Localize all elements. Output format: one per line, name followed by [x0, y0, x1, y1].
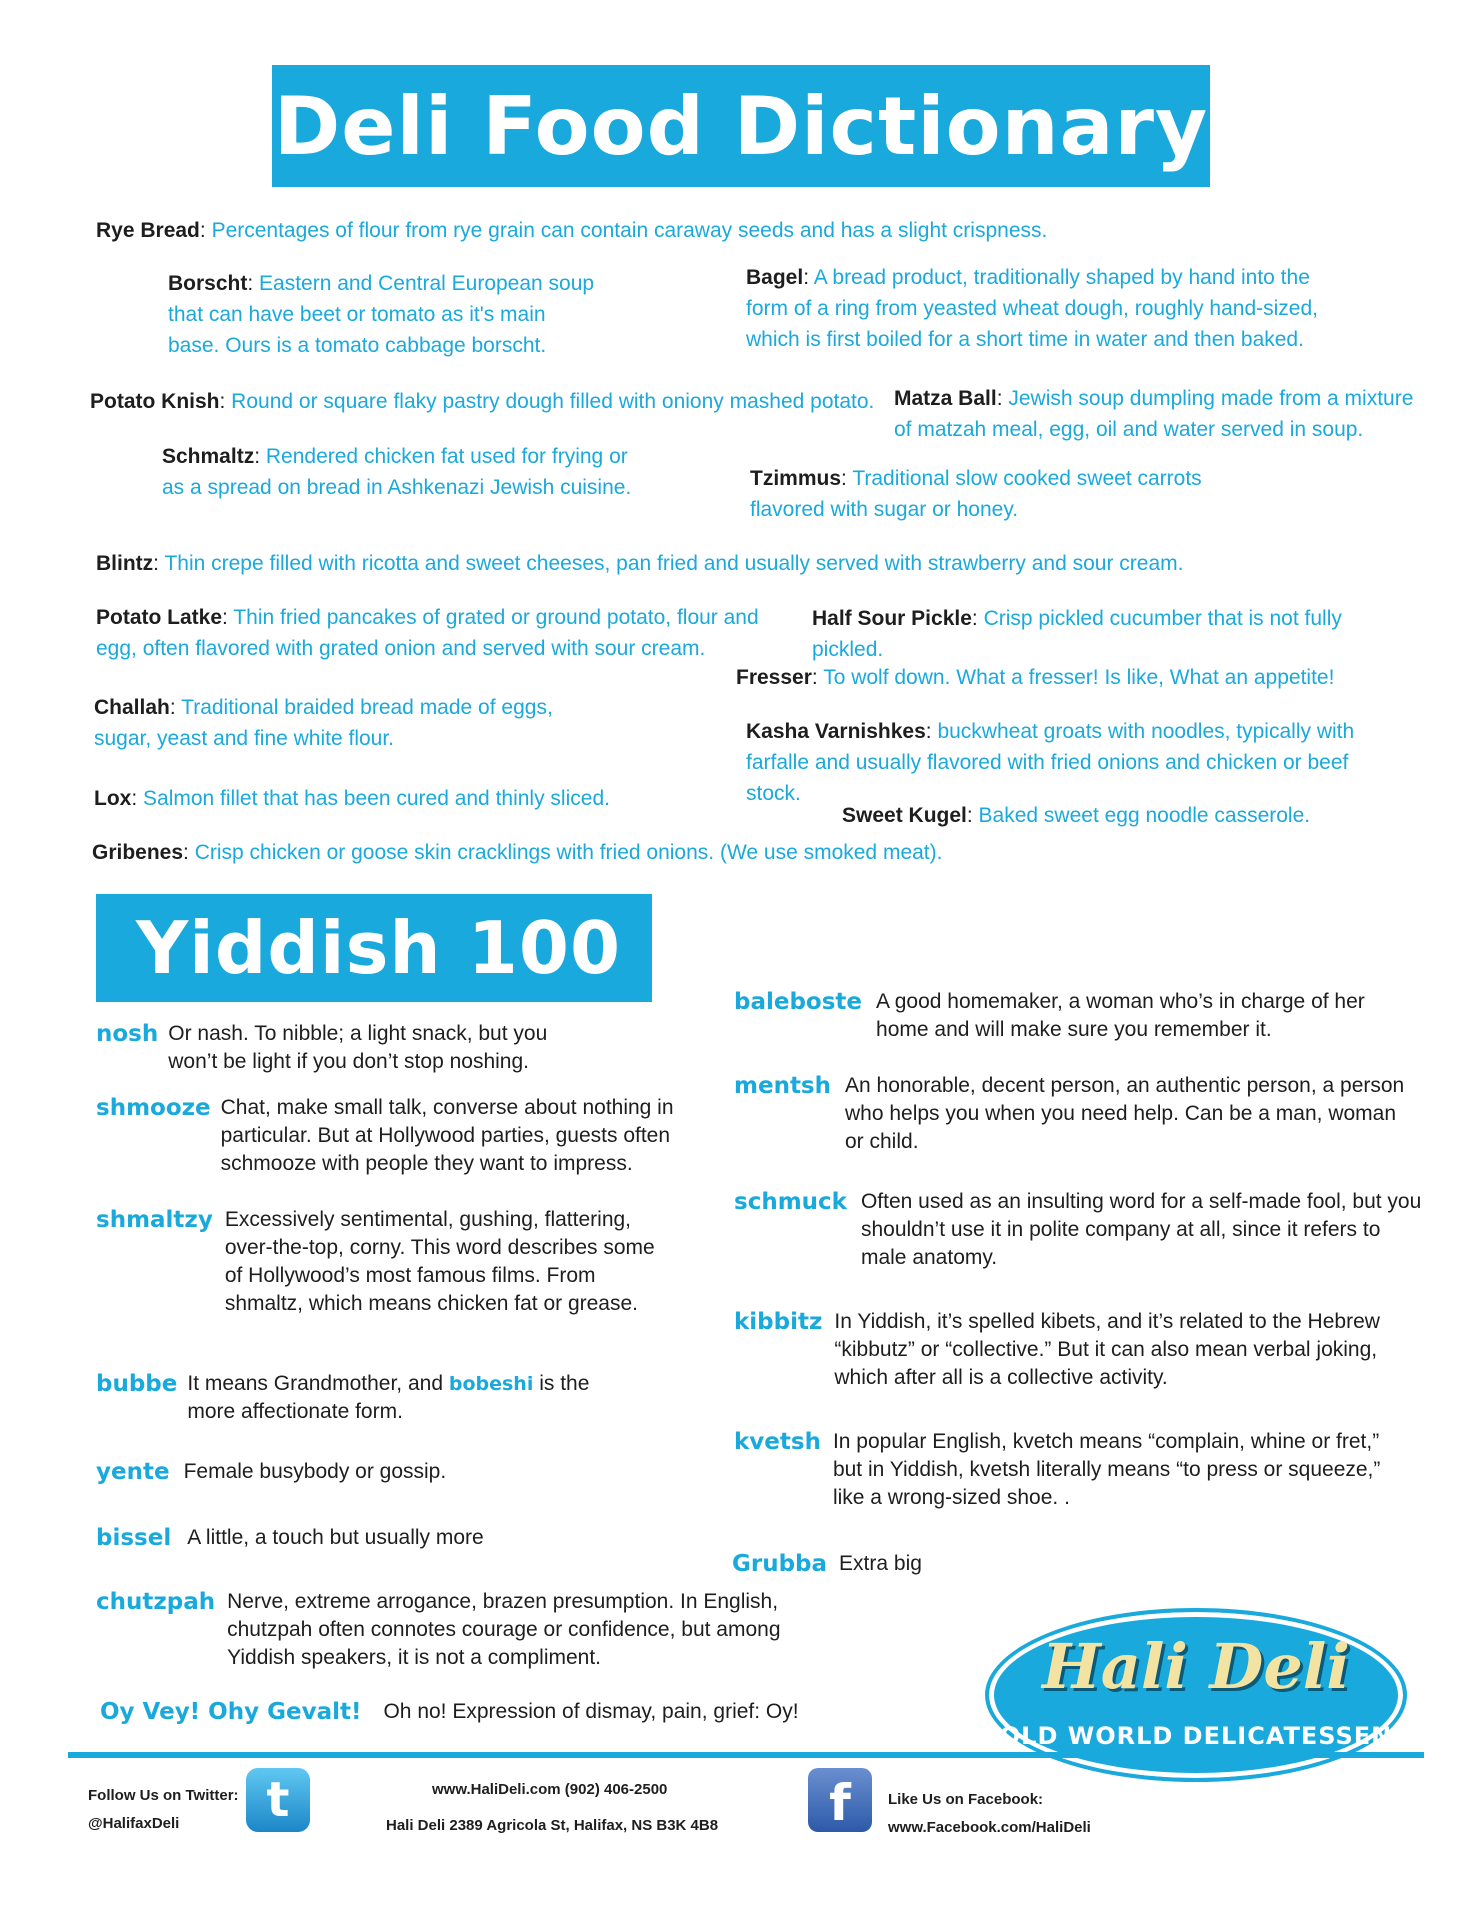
dict-entry-tzimmus: Tzimmus: Traditional slow cooked sweet carrots flavored with sugar or honey.: [750, 467, 1202, 521]
twitter-handle[interactable]: @HalifaxDeli: [88, 1815, 180, 1832]
yiddish-entry-chutzpah: chutzpah Nerve, extreme arrogance, brazen presumption. In English, chutzpah often connotes courage or confidence, but among Yiddish speakers, it is not a compliment.: [96, 1589, 781, 1669]
yiddish-entry-kibbitz: kibbitz In Yiddish, it’s spelled kibets, and it’s related to the Hebrew “kibbutz” or “collective.” But it can also mean verbal joking, which after all is a collective activity.: [734, 1309, 1380, 1389]
page-title: Deli Food Dictionary: [272, 65, 1210, 187]
logo-subtitle: OLD WORLD DELICATESSEN: [999, 1722, 1393, 1750]
yiddish-entry-schmuck: schmuck Often used as an insulting word for a self-made fool, but you shouldn’t use it in polite company at all, since it refers to male anatomy.: [734, 1189, 1422, 1269]
dict-entry-potato-latke: Potato Latke: Thin fried pancakes of grated or ground potato, flour and egg, often flavored with grated onion and served with sour cream.: [96, 606, 759, 660]
dict-entry-challah: Challah: Traditional braided bread made of eggs, sugar, yeast and fine white flour.: [94, 696, 553, 750]
footer-divider: [68, 1752, 1424, 1758]
dict-entry-half-sour-pickle: Half Sour Pickle: Crisp pickled cucumber that is not fully pickled.: [812, 607, 1342, 661]
yiddish-entry-shmaltzy: shmaltzy Excessively sentimental, gushing, flattering, over-the-top, corny. This word describes some of Hollywood’s most famous films. From shmaltz, which means chicken fat or grease.: [96, 1207, 655, 1315]
dict-entry-gribenes: Gribenes: Crisp chicken or goose skin cracklings with fried onions. (We use smoked meat).: [92, 841, 943, 864]
dict-entry-lox: Lox: Salmon fillet that has been cured and thinly sliced.: [94, 787, 610, 810]
yiddish-entry-bubbe: bubbe It means Grandmother, and bobeshi is the more affectionate form.: [96, 1371, 590, 1423]
yiddish-title: Yiddish 100: [96, 894, 652, 1002]
address: Hali Deli 2389 Agricola St, Halifax, NS B3K 4B8: [386, 1817, 719, 1834]
yiddish-entry-shmooze: shmooze Chat, make small talk, converse about nothing in particular. But at Hollywood parties, guests often schmooze with people they want to impress.: [96, 1095, 674, 1175]
yiddish-entry-yente: yente Female busybody or gossip.: [96, 1459, 447, 1485]
dict-entry-sweet-kugel: Sweet Kugel: Baked sweet egg noodle casserole.: [842, 804, 1311, 827]
dict-entry-potato-knish: Potato Knish: Round or square flaky pastry dough filled with oniony mashed potato.: [90, 390, 875, 413]
yiddish-entry-grubba: Grubba Extra big: [732, 1551, 922, 1577]
logo-script-text: Hali Deli: [1042, 1630, 1350, 1703]
facebook-url[interactable]: www.Facebook.com/HaliDeli: [888, 1819, 1091, 1836]
dict-entry-borscht: Borscht: Eastern and Central European soup that can have beet or tomato as it's main base. Ours is a tomato cabbage borscht.: [168, 272, 595, 357]
yiddish-entry-oy-vey: Oy Vey! Ohy Gevalt! Oh no! Expression of dismay, pain, grief: Oy!: [100, 1699, 799, 1725]
dict-entry-kasha-varnishkes: Kasha Varnishkes: buckwheat groats with noodles, typically with farfalle and usually flavored with fried onions and chicken or beef stock.: [746, 720, 1355, 805]
dict-entry-bagel: Bagel: A bread product, traditionally shaped by hand into the form of a ring from yeasted wheat dough, roughly hand-sized, which is first boiled for a short time in water and then baked.: [746, 266, 1318, 351]
dict-entry-fresser: Fresser: To wolf down. What a fresser! Is like, What an appetite!: [736, 666, 1335, 689]
website-phone[interactable]: www.HaliDeli.com (902) 406-2500: [432, 1781, 668, 1798]
facebook-icon[interactable]: f: [808, 1768, 872, 1832]
facebook-label: Like Us on Facebook:: [888, 1791, 1044, 1808]
dict-entry-schmaltz: Schmaltz: Rendered chicken fat used for frying or as a spread on bread in Ashkenazi Jewish cuisine.: [162, 445, 632, 499]
yiddish-entry-kvetsh: kvetsh In popular English, kvetch means “complain, whine or fret,” but in Yiddish, kvetsh literally means “to press or squeeze,” like a wrong-sized shoe. .: [734, 1429, 1381, 1509]
dict-entry-matza-ball: Matza Ball: Jewish soup dumpling made from a mixture of matzah meal, egg, oil and water served in soup.: [894, 387, 1414, 441]
yiddish-entry-mentsh: mentsh An honorable, decent person, an authentic person, a person who helps you when you need help. Can be a man, woman or child.: [734, 1073, 1405, 1153]
dict-entry-rye-bread: Rye Bread: Percentages of flour from rye grain can contain caraway seeds and has a slight crispness.: [96, 219, 1048, 242]
dict-entry-blintz: Blintz: Thin crepe filled with ricotta and sweet cheeses, pan fried and usually served with strawberry and sour cream.: [96, 552, 1184, 575]
yiddish-inline-bobeshi: bobeshi: [448, 1373, 534, 1395]
twitter-icon[interactable]: t: [246, 1768, 310, 1832]
twitter-label: Follow Us on Twitter:: [88, 1787, 239, 1804]
yiddish-entry-nosh: nosh Or nash. To nibble; a light snack, but you won’t be light if you don’t stop noshing.: [96, 1021, 548, 1073]
yiddish-entry-bissel: bissel A little, a touch but usually more: [96, 1525, 484, 1551]
yiddish-entry-baleboste: baleboste A good homemaker, a woman who’s in charge of her home and will make sure you remember it.: [734, 989, 1365, 1041]
